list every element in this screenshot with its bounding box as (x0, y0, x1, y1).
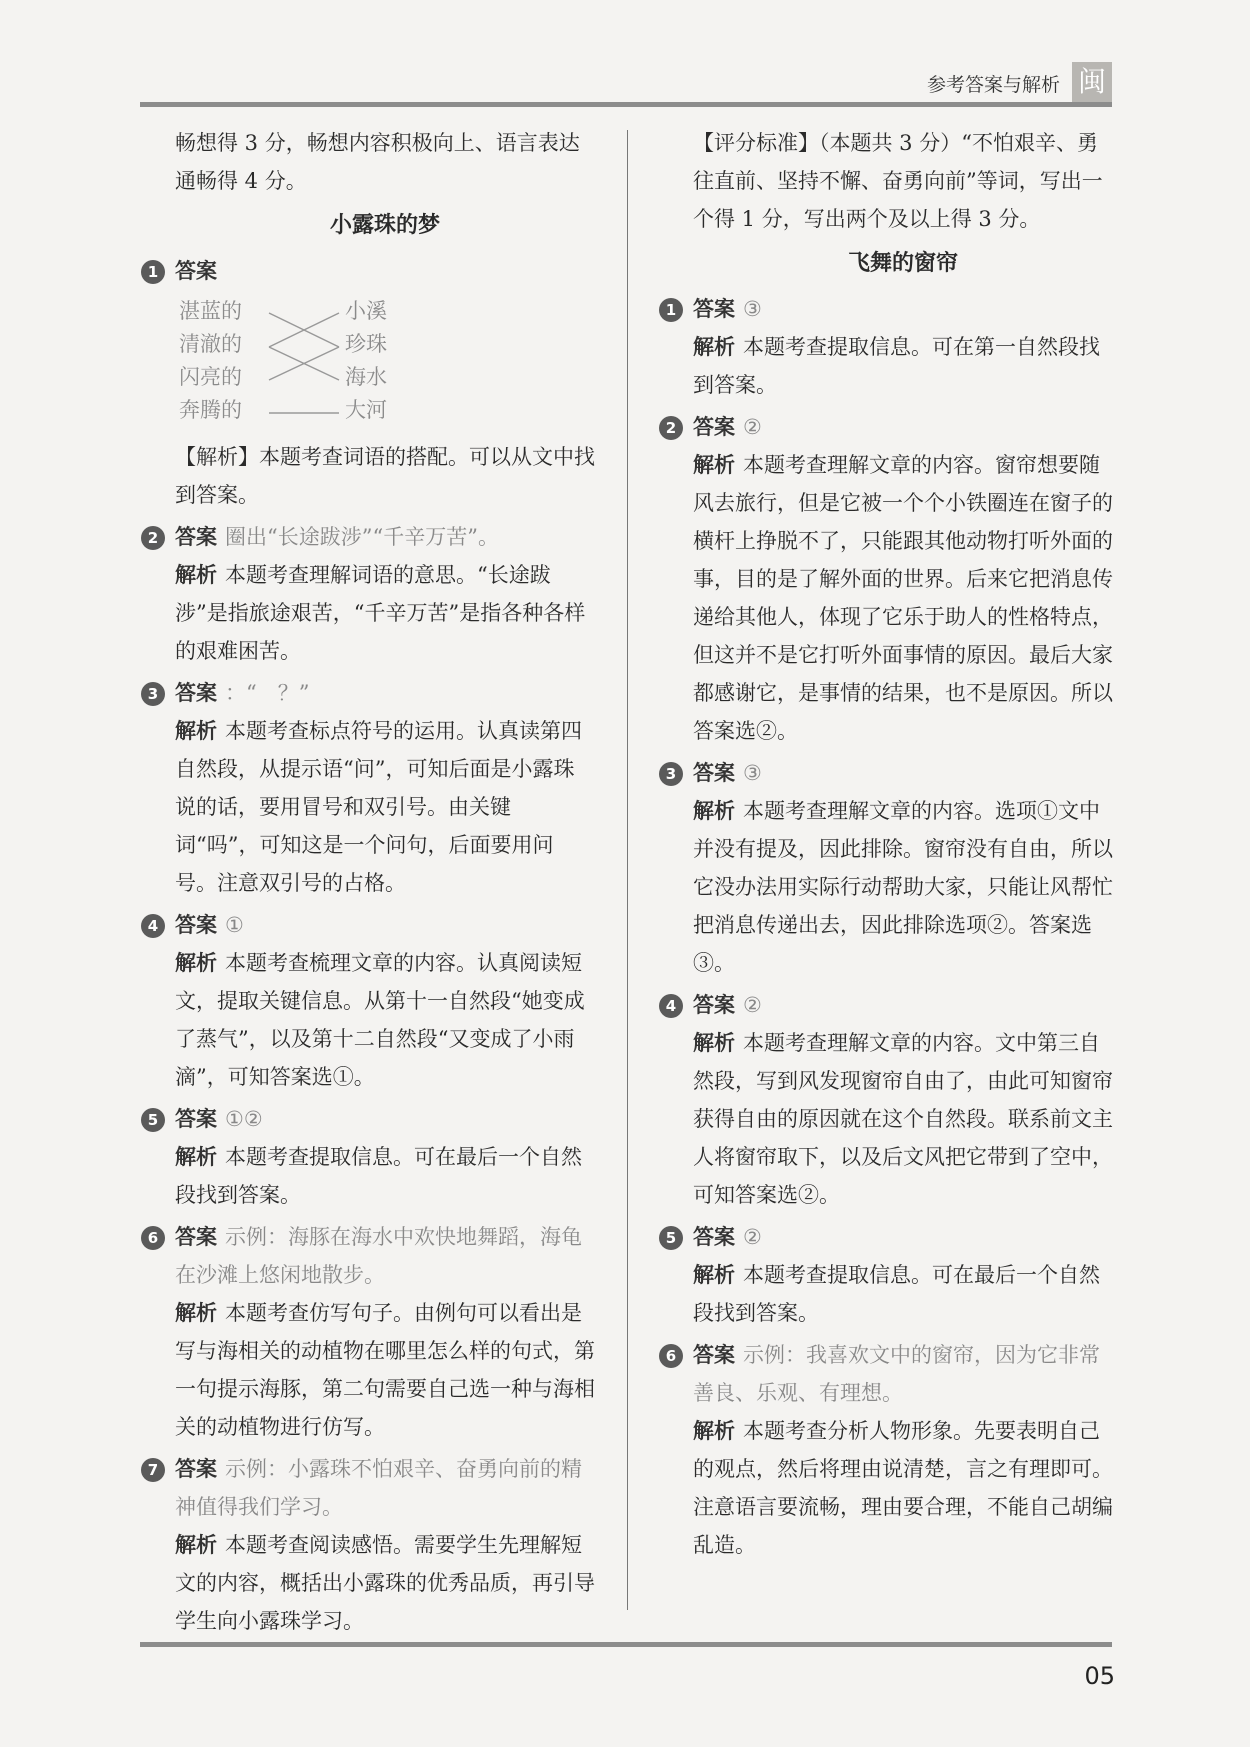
question-number: 4 (659, 994, 683, 1018)
matching-lines (179, 292, 599, 428)
question-4 (147, 906, 595, 1096)
analysis-label: 解析 (693, 1419, 735, 1443)
answer-label: 答案 (175, 259, 217, 283)
answer-label: 答案 (693, 761, 735, 785)
match-right-word: 大河 (345, 398, 387, 422)
answer-label: 答案 (175, 1457, 217, 1481)
analysis-text: 本题考查理解文章的内容。文中第三自然段，写到风发现窗帘自由了，由此可知窗帘获得自由的原因就在这个自然段。联系前文主人将窗帘取下，以及后文风把它带到了空中，可知答案选②。 (693, 1031, 1113, 1207)
analysis-text: 【解析】本题考查词语的搭配。可以从文中找到答案。 (175, 445, 595, 507)
answer-label: 答案 (693, 993, 735, 1017)
answer-label: 答案 (693, 415, 735, 439)
answer-text: ：“ ？” (225, 681, 310, 705)
answer-label: 答案 (175, 525, 217, 549)
question-number: 2 (659, 416, 683, 440)
analysis-label: 解析 (175, 563, 217, 587)
question-number: 6 (141, 1226, 165, 1250)
left-column (147, 124, 595, 1640)
scoring-criteria: 【评分标准】（本题共 3 分）“不怕艰辛、勇往直前、坚持不懈、奋勇向前”等词，写出一个得 1 分，写出两个及以上得 3 分。 (693, 131, 1103, 231)
answer-label: 答案 (693, 1343, 735, 1367)
bottom-rule (140, 1642, 1112, 1647)
analysis-label: 解析 (693, 1031, 735, 1055)
answer-text: ② (743, 993, 762, 1017)
analysis-text: 本题考查理解文章的内容。选项①文中并没有提及，因此排除。窗帘没有自由，所以它没办法用实际行动帮助大家，只能让风帮忙把消息传递出去，因此排除选项②。答案选③。 (693, 799, 1113, 975)
question-number: 5 (141, 1108, 165, 1132)
question-1 (665, 290, 1113, 404)
match-right-word: 小溪 (345, 299, 387, 323)
answer-label: 答案 (175, 681, 217, 705)
match-left-word: 奔腾的 (179, 398, 242, 422)
analysis-text: 本题考查理解文章的内容。窗帘想要随风去旅行，但是它被一个个小铁圈连在窗子的横杆上挣脱不了，只能跟其他动物打听外面的事，目的是了解外面的世界。后来它把消息传递给其他人，体现了它乐于助人的性格特点，但这并不是它打听外面事情的原因。最后大家都感谢它，是事情的结果，也不是原因。所以答案选②。 (693, 453, 1113, 743)
question-number: 2 (141, 526, 165, 550)
match-left-word: 闪亮的 (179, 365, 242, 389)
column-divider (627, 130, 628, 1610)
answer-text: ①② (225, 1107, 263, 1131)
analysis-text: 本题考查理解词语的意思。“长途跋涉”是指旅途艰苦，“千辛万苦”是指各种各样的艰难困苦。 (175, 563, 586, 663)
section-title: 小露珠的梦 (329, 213, 440, 238)
question-number: 6 (659, 1344, 683, 1368)
page-number: 05 (1084, 1662, 1115, 1690)
header-badge: 闽 (1072, 62, 1112, 102)
analysis-label: 解析 (175, 1145, 217, 1169)
header-title: 参考答案与解析 (926, 74, 1060, 96)
answer-text: 示例：我喜欢文中的窗帘，因为它非常善良、乐观、有理想。 (693, 1343, 1100, 1405)
answer-text: 圈出“长途跋涉”“千辛万苦”。 (225, 525, 499, 549)
answer-text: ① (225, 913, 244, 937)
question-number: 3 (659, 762, 683, 786)
answer-label: 答案 (175, 1107, 217, 1131)
analysis-label: 解析 (175, 1533, 217, 1557)
answer-text: ③ (743, 761, 762, 785)
question-7 (147, 1450, 595, 1640)
question-5 (665, 1218, 1113, 1332)
analysis-text: 本题考查提取信息。可在最后一个自然段找到答案。 (693, 1263, 1100, 1325)
analysis-text: 本题考查提取信息。可在第一自然段找到答案。 (693, 335, 1100, 397)
analysis-label: 解析 (693, 799, 735, 823)
question-number: 1 (141, 260, 165, 284)
question-number: 1 (659, 298, 683, 322)
answer-text: ② (743, 415, 762, 439)
question-5 (147, 1100, 595, 1214)
answer-text: ② (743, 1225, 762, 1249)
answer-text: ③ (743, 297, 762, 321)
analysis-label: 解析 (693, 453, 735, 477)
analysis-label: 解析 (175, 951, 217, 975)
question-2 (147, 518, 595, 670)
match-left-word: 湛蓝的 (179, 299, 242, 323)
answer-label: 答案 (693, 297, 735, 321)
intro-text: 畅想得 3 分，畅想内容积极向上、语言表达通畅得 4 分。 (175, 131, 580, 193)
question-number: 7 (141, 1458, 165, 1482)
question-number: 5 (659, 1226, 683, 1250)
answer-label: 答案 (693, 1225, 735, 1249)
question-6 (665, 1336, 1113, 1564)
question-6 (147, 1218, 595, 1446)
question-3 (147, 674, 595, 902)
question-1 (147, 252, 595, 514)
analysis-label: 解析 (693, 335, 735, 359)
match-right-word: 海水 (345, 365, 387, 389)
answer-label: 答案 (175, 913, 217, 937)
question-number: 4 (141, 914, 165, 938)
analysis-text: 本题考查仿写句子。由例句可以看出是写与海相关的动植物在哪里怎么样的句式，第一句提示海豚，第二句需要自己选一种与海相关的动植物进行仿写。 (175, 1301, 595, 1439)
matching-diagram (179, 292, 595, 428)
top-rule (140, 102, 1112, 107)
right-column (665, 124, 1113, 1564)
answer-label: 答案 (175, 1225, 217, 1249)
section-title: 飞舞的窗帘 (847, 251, 958, 276)
question-number: 3 (141, 682, 165, 706)
question-4 (665, 986, 1113, 1214)
analysis-label: 解析 (693, 1263, 735, 1287)
answer-text: 示例：小露珠不怕艰辛、奋勇向前的精神值得我们学习。 (175, 1457, 582, 1519)
analysis-label: 解析 (175, 719, 217, 743)
answer-text: 示例：海豚在海水中欢快地舞蹈，海龟在沙滩上悠闲地散步。 (175, 1225, 582, 1287)
match-left-word: 清澈的 (179, 332, 242, 356)
analysis-text: 本题考查阅读感悟。需要学生先理解短文的内容，概括出小露珠的优秀品质，再引导学生向小露珠学习。 (175, 1533, 595, 1633)
question-3 (665, 754, 1113, 982)
question-2 (665, 408, 1113, 750)
analysis-text: 本题考查分析人物形象。先要表明自己的观点，然后将理由说清楚，言之有理即可。注意语言要流畅，理由要合理，不能自己胡编乱造。 (693, 1419, 1113, 1557)
analysis-text: 本题考查梳理文章的内容。认真阅读短文，提取关键信息。从第十一自然段“她变成了蒸气”，以及第十二自然段“又变成了小雨滴”，可知答案选①。 (175, 951, 585, 1089)
match-right-word: 珍珠 (345, 332, 387, 356)
analysis-text: 本题考查提取信息。可在最后一个自然段找到答案。 (175, 1145, 582, 1207)
analysis-label: 解析 (175, 1301, 217, 1325)
analysis-text: 本题考查标点符号的运用。认真读第四自然段，从提示语“问”，可知后面是小露珠说的话，要用冒号和双引号。由关键词“吗”，可知这是一个问句，后面要用问号。注意双引号的占格。 (175, 719, 582, 895)
